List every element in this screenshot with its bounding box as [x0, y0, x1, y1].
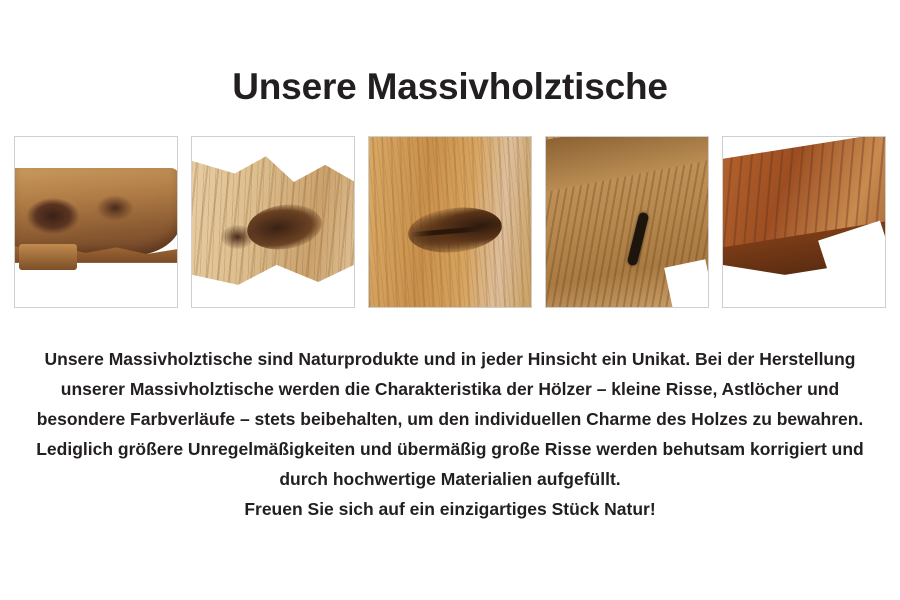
gallery-image-2 — [191, 136, 355, 308]
gallery-image-3 — [368, 136, 532, 308]
body-paragraph-2: Freuen Sie sich auf ein einzigartiges Stück Natur! — [244, 499, 656, 519]
body-paragraph-1: Unsere Massivholztische sind Naturprodukte und in jeder Hinsicht ein Unikat. Bei der Herstellung unserer Massivholztische werden die Charakteristika der Hölzer – kleine Risse, Astlöcher und besondere Farbverläufe – stets beibehalten, um den individuellen Charme des Holzes zu bewahren. Lediglich größere Unregelmäßigkeiten und übermäßig große Risse werden behutsam korrigiert und durch hochwertige Materialien aufgefüllt. — [36, 349, 864, 489]
page-title: Unsere Massivholztische — [232, 66, 668, 107]
body-text — [24, 344, 876, 524]
gallery-image-5 — [722, 136, 886, 308]
gallery-image-4 — [545, 136, 709, 308]
gallery-image-1 — [14, 136, 178, 308]
image-gallery — [14, 136, 886, 308]
